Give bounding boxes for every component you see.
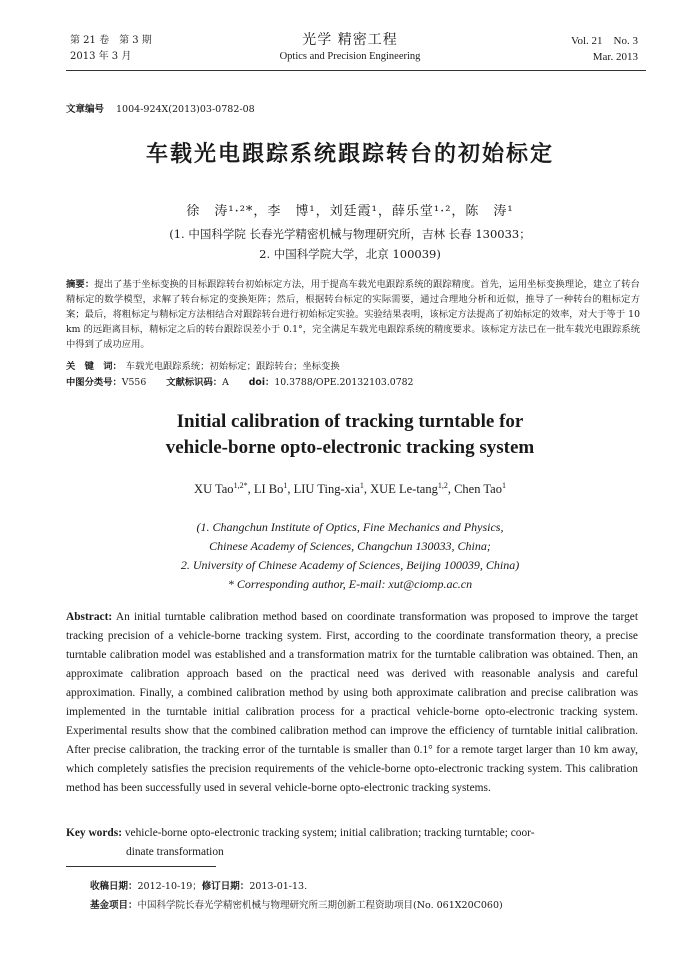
revised-date: 2013-01-13.: [249, 881, 308, 892]
footnote-divider: [66, 866, 216, 867]
title-en: [0, 409, 700, 461]
author-sup: 1: [359, 481, 364, 490]
author-en: XU Tao: [194, 482, 234, 497]
footnote-fund: [90, 897, 503, 911]
abstract-en-text: An initial turntable calibration method based on coordinate transformation was proposed to improve the target tracking precision of a vehicle-borne tracking system. First, according to the coordinate transformation theory, a precise turntable calibration model was established and a transformation matrix for the turntable calibration was obtained. Then, an approximate calibration approach based on the practical need was derived with reasonable analysis and careful approximation. Finally, a combined calibration method by using both approximate calibration and precise calibration was implemented in the turntable initial calibration process for a practical vehicle-borne opto-electronic tracking system. Experimental results show that the combined calibration method can improve the efficiency of turntable initial calibration. After precise calibration, the tracking error of the turntable is smaller than 0.1° for a remote target larger than 10 km away, which completely satisfies the precision requirements of the vehicle-borne opto-electronic tracking system. This calibration method has been successfully used in several vehicle-borne opto-electronic tracking systems.: [66, 611, 639, 794]
title-cn: 车载光电跟踪系统跟踪转台的初始标定: [145, 142, 554, 167]
abstract-cn: [66, 277, 640, 352]
classification-line: [66, 375, 640, 390]
authors-cn: 徐 涛¹·²*，李 博¹，刘廷霞¹，薛乐堂¹·²，陈 涛¹: [186, 204, 514, 219]
keywords-en-line-1: vehicle-borne opto-electronic tracking system; initial calibration; tracking turntable; coor-: [124, 827, 535, 839]
author-en: XUE Le-tang: [370, 482, 438, 497]
keywords-cn-text: 车载光电跟踪系统；初始标定；跟踪转台；坐标变换: [125, 361, 340, 372]
abstract-en: [66, 608, 638, 798]
affiliation-en-2: Chinese Academy of Sciences, Changchun 130033, China;: [209, 539, 491, 553]
author-sup: 1: [501, 481, 506, 490]
author-sup: 1: [283, 481, 288, 490]
header-divider: [66, 70, 646, 71]
keywords-en: [66, 824, 638, 862]
keywords-en-line-2: dinate transformation: [126, 846, 224, 858]
author-en: Chen Tao: [454, 482, 502, 497]
abstract-cn-label: 摘要：: [66, 279, 95, 290]
affiliation-cn-2: 2. 中国科学院大学，北京 100039): [259, 247, 441, 261]
authors-en: XU Tao$^{1,2*}$, LI Bo$^1$, LIU Ting-xia$^1$, XUE Le-tang$^{1,2}$, Chen Tao$^1$: [194, 481, 506, 497]
volume-issue-cn: 第 21 卷 第 3 期: [70, 35, 152, 46]
keywords-cn: [66, 359, 640, 374]
date-en: Mar. 2013: [592, 51, 638, 63]
doi-label: doi：: [248, 377, 275, 388]
article-number: [66, 101, 255, 115]
footnote-dates: [90, 878, 307, 892]
fund-label: 基金项目：: [90, 900, 138, 911]
affiliation-en-1: (1. Changchun Institute of Optics, Fine Mechanics and Physics,: [196, 520, 504, 534]
affiliation-en-3: 2. University of Chinese Academy of Sciences, Beijing 100039, China): [180, 558, 520, 572]
received-label: 收稿日期：: [90, 881, 138, 892]
date-cn: 2013 年 3 月: [70, 51, 132, 62]
affiliation-cn-1: (1. 中国科学院 长春光学精密机械与物理研究所，吉林 长春 130033；: [169, 227, 531, 241]
fund-text: 中国科学院长春光学精密机械与物理研究所三期创新工程资助项目(No. 061X20C060): [137, 900, 503, 911]
journal-name-cn: 光学 精密工程: [302, 32, 398, 48]
author-sup: 1,2: [437, 481, 448, 490]
received-date: 2012-10-19；: [137, 881, 202, 892]
abstract-en-label: Abstract:: [66, 611, 113, 623]
corresponding-author: * Corresponding author, E-mail: xut@ciomp.ac.cn: [227, 577, 473, 591]
keywords-cn-label: 关 键 词：: [66, 361, 122, 372]
title-en-line-1: Initial calibration of tracking turntable for: [176, 411, 524, 432]
volume-issue-en: Vol. 21 No. 3: [570, 35, 638, 47]
article-number-value: 1004-924X(2013)03-0782-08: [116, 104, 255, 115]
clc-value: V556: [121, 377, 147, 388]
revised-label: 修订日期：: [201, 881, 250, 892]
doc-code-label: 文献标识码：: [166, 377, 223, 388]
author-en: LIU Ting-xia: [293, 482, 360, 497]
title-en-line-2: vehicle-borne opto-electronic tracking system: [165, 437, 535, 458]
author-en: LI Bo: [253, 482, 284, 497]
journal-name-en: Optics and Precision Engineering: [279, 51, 421, 62]
article-number-label: 文章编号: [66, 104, 105, 115]
author-sup: 1,2*: [233, 481, 248, 490]
clc-label: 中图分类号：: [66, 377, 122, 388]
doc-code-value: A: [222, 377, 229, 388]
doi-value: 10.3788/OPE.20132103.0782: [274, 377, 414, 388]
keywords-en-label: Key words:: [66, 827, 122, 839]
header-right: [571, 33, 638, 65]
abstract-cn-text: 提出了基于坐标变换的目标跟踪转台初始标定方法，用于提高车载光电跟踪系统的跟踪精度。首先，运用坐标变换理论，建立了转台精标定的数学模型，求解了转台标定的变换矩阵；然后，根据转台标定的实际需要，通过合理地分析和近似，推导了一种转台的粗标定方案；最后，将粗标定与精标定方法相结合对跟踪转台进行初始标定实验。实验结果表明，该标定方法提高了初始标定的效率，对大于等于 10 km 的远距离目标，精标定之后的转台跟踪误差小于 0.1°，完全满足车载光电跟踪系统的精度要求。该标定方法已在一批车载光电跟踪系统中得到了成功应用。: [66, 279, 640, 350]
